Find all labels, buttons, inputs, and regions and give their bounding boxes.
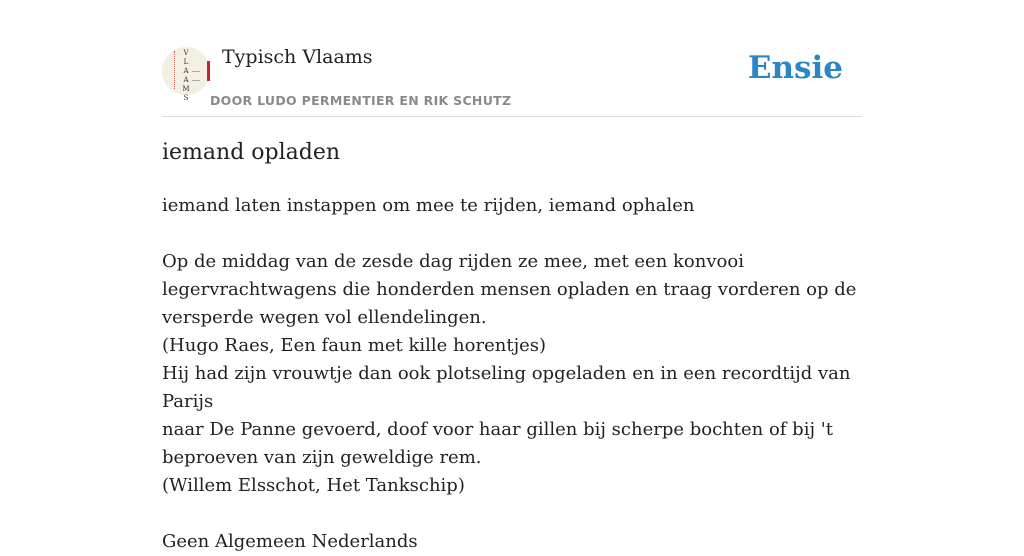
- brand-logo[interactable]: Ensie: [747, 50, 843, 86]
- quote-source: (Willem Elsschot, Het Tankschip): [162, 475, 465, 496]
- quote-line: beproeven van zijn geweldige rem.: [162, 447, 482, 468]
- spacer: [162, 220, 862, 248]
- page: [162, 0, 862, 552]
- definition: iemand laten instappen om mee te rijden, iemand ophalen: [162, 195, 695, 216]
- cover-lines: [192, 71, 200, 81]
- entry-body: [162, 192, 862, 556]
- spacer: [162, 500, 862, 528]
- quote-line: Op de middag van de zesde dag rijden ze mee, met een konvooi: [162, 251, 744, 272]
- byline: DOOR LUDO PERMENTIER EN RIK SCHUTZ: [210, 93, 512, 108]
- quote-source: (Hugo Raes, Een faun met kille horentjes): [162, 335, 547, 356]
- quote-line: naar De Panne gevoerd, doof voor haar gillen bij scherpe bochten of bij 't: [162, 419, 833, 440]
- book-title[interactable]: Typisch Vlaams: [222, 46, 373, 68]
- quote-line: versperde wegen vol ellendelingen.: [162, 307, 487, 328]
- footer-note: Geen Algemeen Nederlands: [162, 531, 418, 552]
- entry-title: iemand opladen: [162, 140, 341, 165]
- cover-dotted-line: [174, 51, 176, 89]
- quote-line: Hij had zijn vrouwtje dan ook plotseling opgeladen en in een recordtijd van Parijs: [162, 363, 851, 412]
- cover-red-bar: [207, 61, 210, 81]
- book-cover-avatar[interactable]: [162, 47, 210, 102]
- avatar-letters: V L A A M S: [182, 49, 190, 102]
- header: [162, 0, 862, 117]
- quote-line: legervrachtwagens die honderden mensen opladen en traag vorderen op de: [162, 279, 857, 300]
